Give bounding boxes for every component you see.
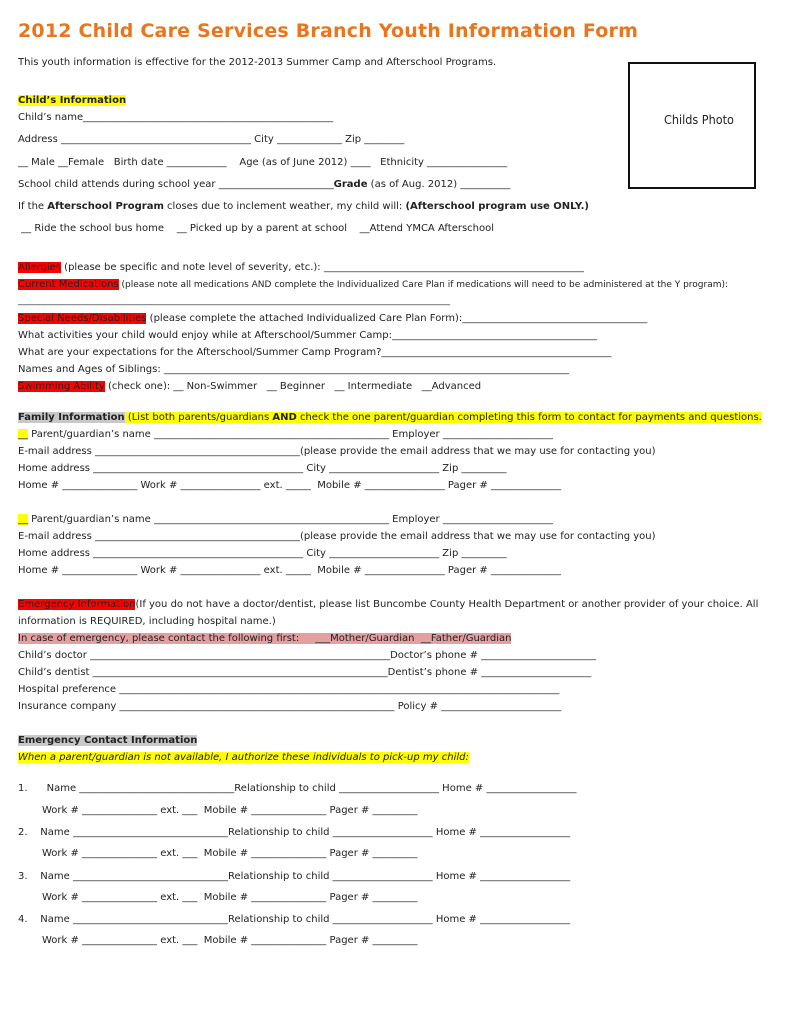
contact-work-4[interactable]: Work # _______________ ext. ___ Mobile # _______________ Pager # _________ [42,935,418,946]
parent2-address-field[interactable]: Home address __________________________________________ City ______________________ Zip _________ [18,548,507,559]
childs-info-heading: Child’s Information [18,95,127,106]
contact-number: 2. [18,827,28,838]
emergency-info-text: information is REQUIRED, including hospital name.) [18,616,276,627]
allergies-label: Allergies [18,262,61,273]
emergency-info-row: Emergency Information(If you do not have a doctor/dentist, please list Buncombe County Health Department or another provider of your choice. All [18,599,759,610]
parent2-checkbox[interactable]: __ [18,514,28,525]
parent2-phone-field[interactable]: Home # _______________ Work # ________________ ext. _____ Mobile # ________________ Pager # ______________ [18,565,561,576]
contact-work-1[interactable]: Work # _______________ ext. ___ Mobile # _______________ Pager # _________ [42,805,418,816]
parent1-address-field[interactable]: Home address __________________________________________ City ______________________ Zip _________ [18,463,507,474]
grade-label: Grade [333,179,368,190]
child-name-field[interactable]: Child’s name__________________________________________________ [18,112,334,123]
contact-work-3[interactable]: Work # _______________ ext. ___ Mobile # _______________ Pager # _________ [42,892,418,903]
contact-row-3[interactable]: 3. Name _______________________________Relationship to child ____________________ Home # __________________ [18,871,571,882]
form-title: 2012 Child Care Services Branch Youth Information Form [18,20,639,42]
special-needs-label: Special Needs/Disabilities [18,313,147,324]
address-field[interactable]: Address ______________________________________ City _____________ Zip ________ [18,134,405,145]
special-needs-field[interactable]: Special Needs/Disabilities (please complete the attached Individualized Care Plan Form):_____________________________________ [18,313,648,324]
weather-question: If the Afterschool Program closes due to inclement weather, my child will: (Afterschool program use ONLY.) [18,201,589,212]
contact-number: 4. [18,914,28,925]
doctor-field[interactable]: Child’s doctor ____________________________________________________________Doctor’s phone # _______________________ [18,650,597,661]
medications-label: Current Medications [18,279,119,290]
grade-field: (as of Aug. 2012) __________ [367,179,511,190]
photo-label: Childs Photo [664,112,734,127]
expectations-field[interactable]: What are your expectations for the Afterschool/Summer Camp Program?______________________________________________ [18,347,612,358]
swimming-field[interactable]: Swimming Ability (check one): __ Non-Swimmer __ Beginner __ Intermediate __Advanced [18,381,482,392]
intro-text: This youth information is effective for the 2012-2013 Summer Camp and Afterschool Programs. [18,57,497,68]
contact-row-2[interactable]: 2. Name _______________________________Relationship to child ____________________ Home # __________________ [18,827,571,838]
insurance-field[interactable]: Insurance company _______________________________________________________ Policy # ________________________ [18,701,562,712]
family-info-heading: Family Information [18,412,125,423]
dentist-field[interactable]: Child’s dentist ___________________________________________________________Dentist’s phone # ______________________ [18,667,592,678]
school-field[interactable] [18,178,510,191]
contact-work-2[interactable]: Work # _______________ ext. ___ Mobile # _______________ Pager # _________ [42,848,418,859]
weather-options[interactable]: __ Ride the school bus home __ Picked up by a parent at school __Attend YMCA Afterschool [18,223,495,234]
parent2-email-field[interactable]: E-mail address _________________________________________(please provide the email address that we may use for contacting you) [18,531,656,542]
contact-number: 1. [18,783,28,794]
medications-line[interactable]: ________________________________________________________________________________________________ [18,296,450,306]
parent1-name-field[interactable]: __ Parent/guardian’s name _______________________________________________ Employer ______________________ [18,429,553,440]
afterschool-only-note: (Afterschool program use ONLY.) [405,201,589,212]
authorize-text: When a parent/guardian is not available, I authorize these individuals to pick-up my child: [18,752,469,763]
swimming-label: Swimming Ability [18,381,105,392]
parent1-email-field[interactable]: E-mail address _________________________________________(please provide the email address that we may use for contacting you) [18,446,656,457]
siblings-field[interactable]: Names and Ages of Siblings: _________________________________________________________________________________ [18,364,569,375]
contact-row-4[interactable]: 4. Name _______________________________Relationship to child ____________________ Home # __________________ [18,914,571,925]
emergency-contact-choice[interactable]: In case of emergency, please contact the following first: ___Mother/Guardian __Father/Guardian [18,633,512,644]
allergies-field[interactable]: Allergies (please be specific and note level of severity, etc.): ____________________________________________________ [18,262,584,273]
contact-row-1[interactable]: 1. Name _______________________________Relationship to child ____________________ Home # __________________ [18,783,577,794]
emergency-info-heading: Emergency Information [18,599,136,610]
gender-birthdate-field[interactable]: __ Male __Female Birth date ____________ Age (as of June 2012) ____ Ethnicity ________________ [18,157,508,168]
parent2-name-field[interactable]: __ Parent/guardian’s name _______________________________________________ Employer ______________________ [18,514,553,525]
school-label: School child attends during school year _______________________ [18,179,334,190]
contact-number: 3. [18,871,28,882]
hospital-field[interactable]: Hospital preference ________________________________________________________________________________________ [18,684,560,695]
activities-field[interactable]: What activities your child would enjoy while at Afterschool/Summer Camp:_________________________________________ [18,330,597,341]
emergency-contact-heading: Emergency Contact Information [18,735,198,746]
medications-field[interactable]: Current Medications (please note all medications AND complete the Individualized Care Plan if medications will need to be administered at the Y program): [18,279,729,290]
family-info-heading-row: Family Information (List both parents/guardians AND check the one parent/guardian completing this form to contact for payments and questions. [18,412,762,423]
photo-box[interactable] [628,62,756,189]
afterschool-program-label: Afterschool Program [47,201,164,212]
parent1-phone-field[interactable]: Home # _______________ Work # ________________ ext. _____ Mobile # ________________ Pager # ______________ [18,480,561,491]
parent1-checkbox[interactable]: __ [18,429,28,440]
